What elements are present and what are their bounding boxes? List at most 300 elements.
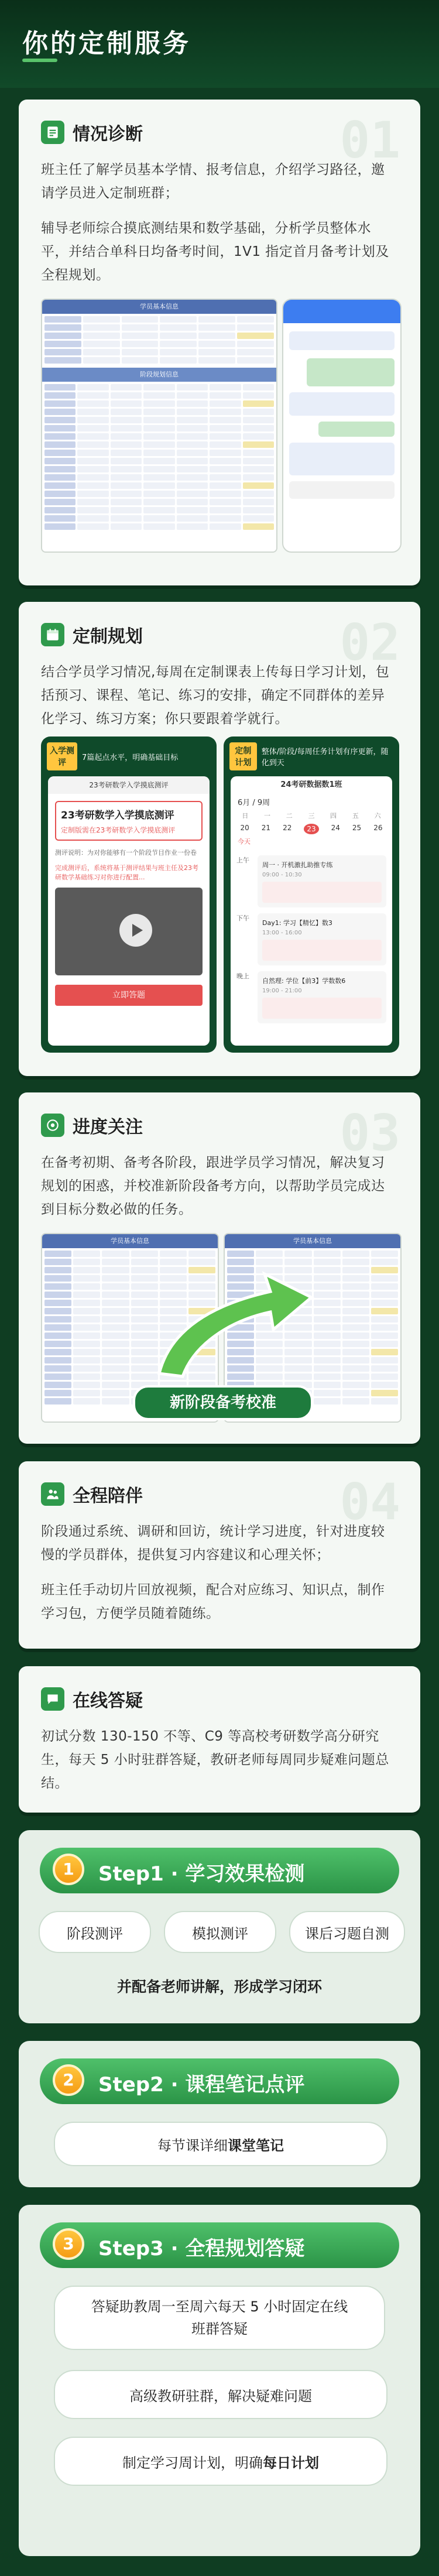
table-title: 阶段规划信息 [42, 368, 276, 382]
start-test-button[interactable]: 立即答题 [55, 985, 203, 1006]
table-cell [44, 1341, 71, 1347]
weekday-label: 四 [330, 812, 337, 820]
table-cell [122, 316, 159, 323]
table-cell [44, 425, 76, 431]
table-cell [44, 433, 76, 440]
table-cell [198, 357, 235, 364]
table-cell [371, 1341, 398, 1347]
table-cell [237, 324, 274, 331]
table-cell [243, 507, 274, 513]
table-cell [243, 425, 274, 431]
table-cell [122, 357, 159, 364]
table-cell [77, 507, 108, 513]
table-cell [102, 1357, 129, 1364]
table-cell [77, 425, 108, 431]
table-cell [73, 1324, 100, 1331]
table-cell [143, 515, 174, 522]
table-cell [83, 324, 120, 331]
table-cell [111, 425, 142, 431]
table-cell [44, 1316, 71, 1323]
table-row [44, 458, 274, 464]
weekday-label: 二 [286, 812, 293, 820]
table-cell [122, 341, 159, 347]
table-cell [342, 1283, 369, 1290]
table-row [44, 450, 274, 456]
table-cell [102, 1259, 129, 1265]
step2-title: Step2 · 课程笔记点评 [98, 2073, 305, 2097]
table-cell [143, 425, 174, 431]
date-cell[interactable]: 20 [240, 824, 249, 832]
table-cell [77, 482, 108, 489]
table-cell [177, 482, 208, 489]
chat-screenshot [282, 299, 402, 553]
weekday-label: 五 [352, 812, 359, 820]
table-cell [243, 433, 274, 440]
table-cell [210, 417, 241, 423]
table-cell [371, 1300, 398, 1306]
weekday-label: 六 [374, 812, 381, 820]
calendar-icon [41, 623, 64, 646]
table-row [44, 474, 274, 481]
table-row [44, 316, 274, 323]
step-number: 1 [53, 1854, 84, 1885]
table-cell [143, 409, 174, 415]
table-cell [177, 515, 208, 522]
table-cell [44, 507, 76, 513]
table-cell [73, 1390, 100, 1396]
table-row [44, 392, 274, 399]
table-cell [243, 466, 274, 472]
section-number-watermark: 01 [339, 111, 400, 170]
table-cell [44, 458, 76, 464]
table-cell [243, 409, 274, 415]
table-cell [210, 515, 241, 522]
table-row [44, 466, 274, 472]
step-number: 2 [53, 2064, 84, 2096]
table-cell [44, 409, 76, 415]
table-cell [342, 1341, 369, 1347]
table-row [44, 400, 274, 407]
table-cell [77, 523, 108, 530]
table-cell [198, 349, 235, 355]
qa-card [19, 1666, 420, 1813]
date-cell[interactable]: 24 [331, 824, 340, 832]
table-cell [77, 400, 108, 407]
table-cell [210, 392, 241, 399]
table-cell [44, 515, 76, 522]
table-cell [44, 1382, 71, 1388]
step-number: 3 [53, 2228, 84, 2260]
table-cell [210, 450, 241, 456]
table-cell [77, 409, 108, 415]
table-cell [73, 1267, 100, 1273]
table-cell [371, 1292, 398, 1298]
table-cell [44, 1365, 71, 1372]
table-cell [111, 491, 142, 497]
table-cell [198, 341, 235, 347]
companion-para-1: 阶段通过系统、调研和回访，统计学习进度，针对进度较慢的学员群体，提供复习内容建议和心理关怀； [41, 1524, 385, 1563]
table-cell [77, 458, 108, 464]
phone-header: 23考研数学入学摸底测评 [48, 776, 210, 794]
table-cell [77, 491, 108, 497]
arrow-icon [136, 1256, 323, 1391]
table-cell [342, 1316, 369, 1323]
table-cell [210, 433, 241, 440]
table-cell [102, 1398, 129, 1405]
table-cell [371, 1259, 398, 1265]
table-cell [371, 1349, 398, 1355]
today-label: 今天 [238, 838, 251, 845]
table-cell [143, 523, 174, 530]
table-cell [111, 433, 142, 440]
schedule-phone [224, 737, 399, 1053]
table-cell [77, 392, 108, 399]
table-cell [342, 1259, 369, 1265]
student-info-table-screenshot [41, 299, 277, 553]
chat-header [283, 300, 400, 323]
table-cell [177, 425, 208, 431]
table-cell [243, 499, 274, 505]
table-cell [102, 1292, 129, 1298]
table-cell [237, 349, 274, 355]
table-cell [177, 392, 208, 399]
table-cell [44, 1275, 71, 1282]
mock-test-pill: 模拟测评 [164, 1911, 276, 1953]
table-cell [198, 316, 235, 323]
diagnosis-para-2: 辅导老师综合摸底测结果和数学基础，分析学员整体水平，并结合单科日均备考时间，1V1 指定首月备考计划及全程规划。 [41, 221, 389, 283]
table-cell [342, 1300, 369, 1306]
table-row [44, 341, 274, 347]
weekly-plan-pill [54, 2437, 387, 2486]
table-cell [143, 458, 174, 464]
table-cell [177, 499, 208, 505]
table-title: 学员基本信息 [42, 1234, 218, 1248]
table-cell [371, 1373, 398, 1380]
table-cell [143, 417, 174, 423]
period-label: 下午 [236, 914, 249, 922]
table-cell [160, 357, 197, 364]
table-cell [177, 491, 208, 497]
table-row [44, 425, 274, 431]
schedule-item[interactable] [236, 913, 386, 965]
assessment-title: 23考研数学入学摸底测评 [61, 810, 174, 821]
table-cell [160, 333, 197, 339]
table-cell [122, 324, 159, 331]
table-cell [237, 357, 274, 364]
table-cell [122, 349, 159, 355]
table-cell [73, 1365, 100, 1372]
item-time: 13:00 - 16:00 [262, 930, 302, 936]
date-cell[interactable]: 23 [304, 824, 318, 834]
table-row [44, 324, 274, 331]
table-cell [342, 1349, 369, 1355]
table-cell [371, 1357, 398, 1364]
table-cell [111, 400, 142, 407]
table-cell [243, 400, 274, 407]
diagnosis-title: 情况诊断 [73, 124, 143, 145]
self-test-pill: 课后习题自测 [289, 1911, 405, 1953]
table-title: 学员基本信息 [225, 1234, 400, 1248]
month-label: 6月 / 9周 [238, 799, 270, 807]
companion-header [41, 1481, 143, 1507]
table-cell [143, 466, 174, 472]
table-cell [44, 1267, 71, 1273]
notes-bold: 课堂笔记 [228, 2137, 284, 2154]
table-cell [243, 417, 274, 423]
table-cell [243, 458, 274, 464]
table-cell [102, 1373, 129, 1380]
notes-text: 每节课详细 [157, 2137, 228, 2154]
table-cell [243, 515, 274, 522]
step1-header [40, 1848, 399, 1893]
table-cell [77, 450, 108, 456]
table-cell [73, 1316, 100, 1323]
table-cell [342, 1251, 369, 1257]
table-row [44, 349, 274, 355]
table-cell [210, 507, 241, 513]
period-label: 上午 [236, 857, 249, 864]
schedule-item[interactable] [236, 971, 386, 1023]
table-cell [177, 417, 208, 423]
table-cell [160, 349, 197, 355]
table-cell [237, 316, 274, 323]
table-cell [44, 400, 76, 407]
table-row [44, 523, 274, 530]
table-cell [210, 491, 241, 497]
table-row [44, 333, 274, 339]
step1-title: Step1 · 学习效果检测 [98, 1862, 305, 1886]
table-cell [210, 482, 241, 489]
table-cell [44, 417, 76, 423]
table-cell [111, 392, 142, 399]
table-cell [102, 1308, 129, 1314]
table-cell [143, 384, 174, 390]
table-cell [210, 523, 241, 530]
table-cell [73, 1398, 100, 1405]
table-cell [102, 1332, 129, 1339]
diagnosis-para-1: 班主任了解学员基本学情、报考信息，介绍学习路径，邀请学员进入定制班群； [41, 162, 385, 201]
table-cell [243, 523, 274, 530]
table-cell [210, 400, 241, 407]
date-cell[interactable]: 21 [261, 824, 271, 832]
table-cell [210, 474, 241, 481]
step2-panel [19, 2041, 420, 2187]
table-cell [111, 482, 142, 489]
table-cell [44, 324, 81, 331]
step3-panel [19, 2205, 420, 2556]
table-cell [177, 474, 208, 481]
table-cell [243, 392, 274, 399]
table-cell [44, 441, 76, 448]
table-row [44, 409, 274, 415]
table-cell [237, 333, 274, 339]
date-cell[interactable]: 22 [283, 824, 292, 832]
table-cell [73, 1382, 100, 1388]
plan-para: 结合学员学习情况,每周在定制课表上传每日学习计划，包括预习、课程、笔记、练习的安排，确定不同群体的差异化学习、练习方案；你只要跟着学就行。 [41, 664, 390, 727]
table-cell [111, 409, 142, 415]
table-cell [44, 499, 76, 505]
table-cell [102, 1365, 129, 1372]
table-row [44, 417, 274, 423]
table-cell [102, 1300, 129, 1306]
table-cell [342, 1308, 369, 1314]
table-cell [243, 450, 274, 456]
table-cell [143, 474, 174, 481]
table-cell [143, 400, 174, 407]
date-cell[interactable]: 26 [373, 824, 383, 832]
table-cell [44, 349, 81, 355]
chat-icon [41, 1687, 64, 1711]
table-cell [44, 1283, 71, 1290]
table-cell [111, 466, 142, 472]
table-cell [44, 1308, 71, 1314]
daily-qa-pill: 答疑助教周一至周六每天 5 小时固定在线班群答疑 [54, 2286, 385, 2350]
table-cell [371, 1316, 398, 1323]
table-cell [342, 1324, 369, 1331]
table-cell [44, 491, 76, 497]
notes-pill [54, 2122, 387, 2166]
table-cell [44, 474, 76, 481]
table-cell [342, 1292, 369, 1298]
video-player[interactable] [55, 888, 203, 975]
table-cell [210, 466, 241, 472]
table-cell [102, 1390, 129, 1396]
table-cell [342, 1382, 369, 1388]
table-cell [73, 1259, 100, 1265]
step1-panel [19, 1830, 420, 2023]
date-cell[interactable]: 25 [352, 824, 362, 832]
table-cell [44, 1373, 71, 1380]
table-cell [143, 482, 174, 489]
table-cell [44, 1332, 71, 1339]
table-cell [102, 1324, 129, 1331]
weekday-label: 日 [242, 812, 249, 820]
table-row [44, 384, 274, 390]
item-time: 19:00 - 21:00 [262, 988, 302, 994]
table-title: 学员基本信息 [42, 300, 276, 314]
table-row [44, 491, 274, 497]
table-cell [44, 384, 76, 390]
table-cell [160, 316, 197, 323]
item-title: 自然理: 学位【前3】学数数6 [262, 977, 346, 985]
table-cell [77, 384, 108, 390]
table-cell [44, 450, 76, 456]
table-cell [371, 1324, 398, 1331]
table-cell [111, 515, 142, 522]
schedule-tag: 定制计划 [229, 742, 257, 770]
table-cell [342, 1373, 369, 1380]
assessment-phone [41, 737, 217, 1053]
table-cell [44, 357, 81, 364]
table-cell [44, 1357, 71, 1364]
table-cell [73, 1332, 100, 1339]
table-cell [73, 1308, 100, 1314]
table-cell [44, 466, 76, 472]
table-cell [237, 341, 274, 347]
table-cell [111, 474, 142, 481]
step3-header [40, 2222, 399, 2268]
table-cell [111, 384, 142, 390]
table-cell [160, 324, 197, 331]
table-cell [342, 1398, 369, 1405]
table-row [44, 482, 274, 489]
plan-header [41, 622, 143, 648]
table-cell [210, 384, 241, 390]
table-cell [160, 341, 197, 347]
item-title: Day1: 学习【精忆】数3 [262, 919, 332, 927]
weekly-plan-text: 制定学习周计划，明确 [122, 2454, 263, 2471]
schedule-banner: 整体/阶段/每周任务计划有序更新，随化到天 [261, 748, 389, 768]
section-number-watermark: 03 [339, 1104, 400, 1163]
table-cell [102, 1275, 129, 1282]
table-row [44, 433, 274, 440]
table-cell [73, 1349, 100, 1355]
assessment-desc: 测评说明：为对你能够有一个阶段节目作业一份卷 [55, 849, 197, 857]
people-icon [41, 1482, 64, 1506]
table-cell [83, 316, 120, 323]
table-cell [102, 1316, 129, 1323]
item-time: 09:00 - 10:30 [262, 872, 302, 878]
table-cell [44, 1398, 71, 1405]
table-cell [177, 523, 208, 530]
table-cell [44, 482, 76, 489]
table-cell [243, 384, 274, 390]
table-cell [371, 1283, 398, 1290]
table-cell [143, 507, 174, 513]
table-cell [342, 1365, 369, 1372]
research-pill: 高级教研驻群，解决疑难问题 [54, 2370, 387, 2419]
table-cell [83, 357, 120, 364]
assessment-subtitle: 定制版需在23考研数学入学摸底测评 [61, 826, 176, 834]
table-row [44, 357, 274, 364]
schedule-item[interactable] [236, 855, 386, 907]
companion-title: 全程陪伴 [73, 1486, 143, 1506]
play-icon[interactable] [119, 914, 152, 947]
table-cell [143, 433, 174, 440]
table-cell [198, 324, 235, 331]
table-cell [177, 400, 208, 407]
progress-para: 在备考初期、备考各阶段，跟进学员学习情况，解决复习规划的困惑，并校准新阶段备考方向，以帮助学员完成达到目标分数必做的任务。 [41, 1155, 385, 1217]
table-row [44, 441, 274, 448]
target-icon [41, 1114, 64, 1137]
table-cell [44, 523, 76, 530]
table-cell [371, 1332, 398, 1339]
table-cell [111, 499, 142, 505]
table-cell [77, 433, 108, 440]
table-cell [122, 333, 159, 339]
table-row [44, 499, 274, 505]
table-cell [73, 1357, 100, 1364]
table-cell [177, 507, 208, 513]
table-cell [44, 341, 81, 347]
table-cell [243, 482, 274, 489]
table-cell [102, 1341, 129, 1347]
table-cell [143, 491, 174, 497]
table-cell [371, 1382, 398, 1388]
table-cell [44, 1292, 71, 1298]
table-cell [77, 474, 108, 481]
step1-footer: 并配备老师讲解，形成学习闭环 [116, 1978, 322, 1995]
table-cell [73, 1283, 100, 1290]
table-cell [342, 1357, 369, 1364]
table-cell [210, 458, 241, 464]
step2-header [40, 2058, 399, 2104]
table-cell [77, 499, 108, 505]
companion-card [19, 1461, 420, 1649]
table-cell [44, 1251, 71, 1257]
table-cell [102, 1251, 129, 1257]
table-cell [342, 1267, 369, 1273]
